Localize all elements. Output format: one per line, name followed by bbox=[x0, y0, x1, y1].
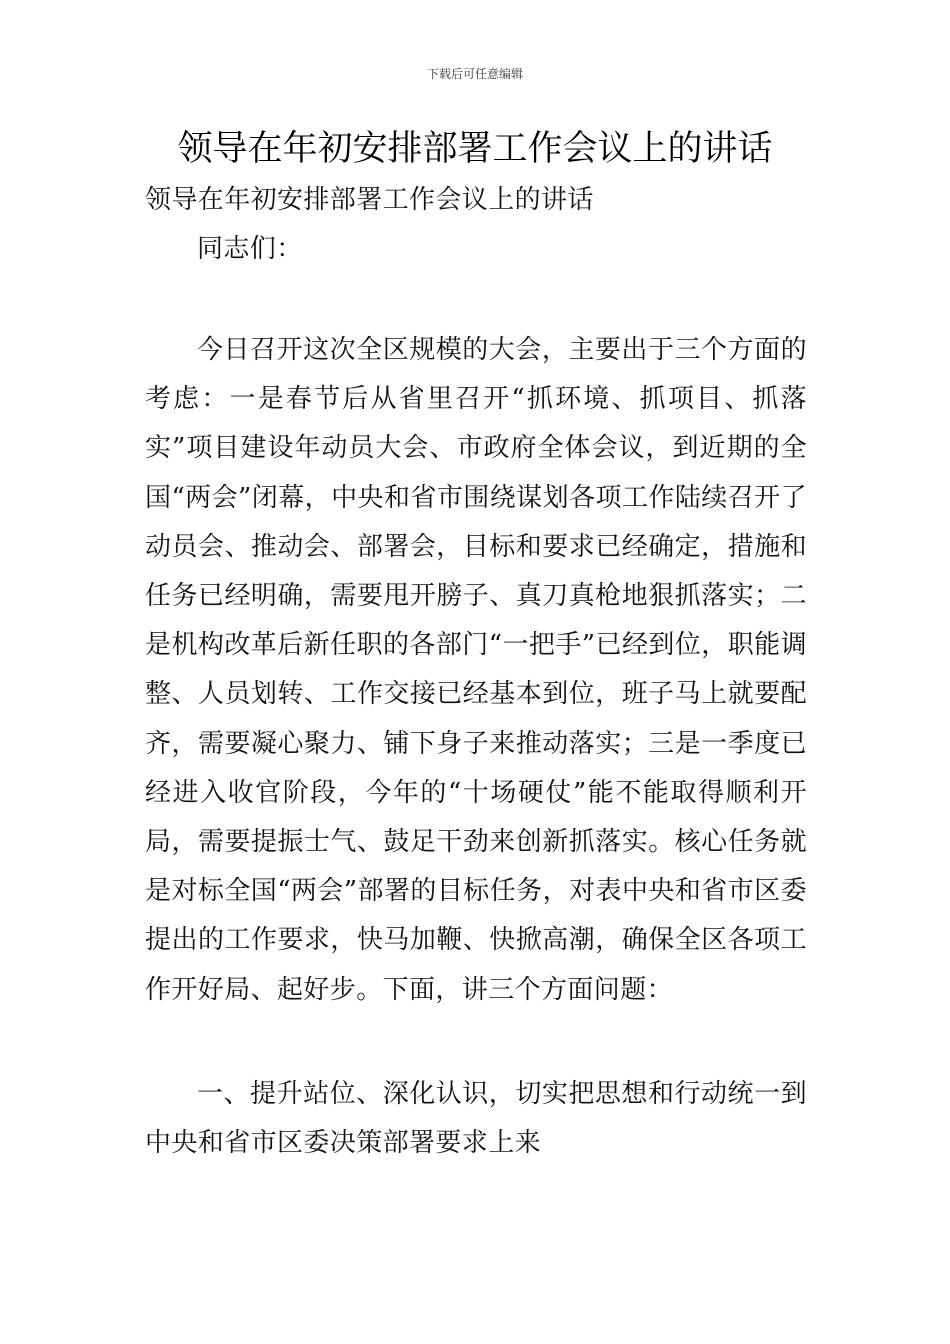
section-heading: 一、提升站位、深化认识，切实把思想和行动统一到中央和省市区委决策部署要求上来 bbox=[145, 1079, 807, 1159]
document-title: 领导在年初安排部署工作会议上的讲话 bbox=[177, 129, 773, 169]
header-note: 下载后可任意编辑 bbox=[426, 67, 523, 81]
body-paragraph: 今日召开这次全区规模的大会，主要出于三个方面的考虑：一是春节后从省里召开“抓环境、抓项目、抓落实”项目建设年动员大会、市政府全体会议，到近期的全国“两会”闭幕，中央和省市围绕谋划各项工作陆续召开了动员会、推动会、部署会，目标和要求已经确定，措施和任务已经明确，需要甩开膀子、真刀真枪地狠抓落实；二是机构改革后新任职的各部门“一把手”已经到位，职能调整、人员划转、工作交接已经基本到位，班子马上就要配齐，需要凝心聚力、铺下身子来推动落实；三是一季度已经进入收官阶段，今年的“十场硬仗”能不能取得顺利开局，需要提振士气、鼓足干劲来创新抓落实。核心任务就是对标全国“两会”部署的目标任务，对表中央和省市区委提出的工作要求，快马加鞭、快掀高潮，确保全区各项工作开好局、起好步。下面，讲三个方面问题： bbox=[145, 335, 807, 1005]
greeting: 同志们： bbox=[197, 234, 303, 264]
document-subtitle: 领导在年初安排部署工作会议上的讲话 bbox=[145, 185, 594, 215]
